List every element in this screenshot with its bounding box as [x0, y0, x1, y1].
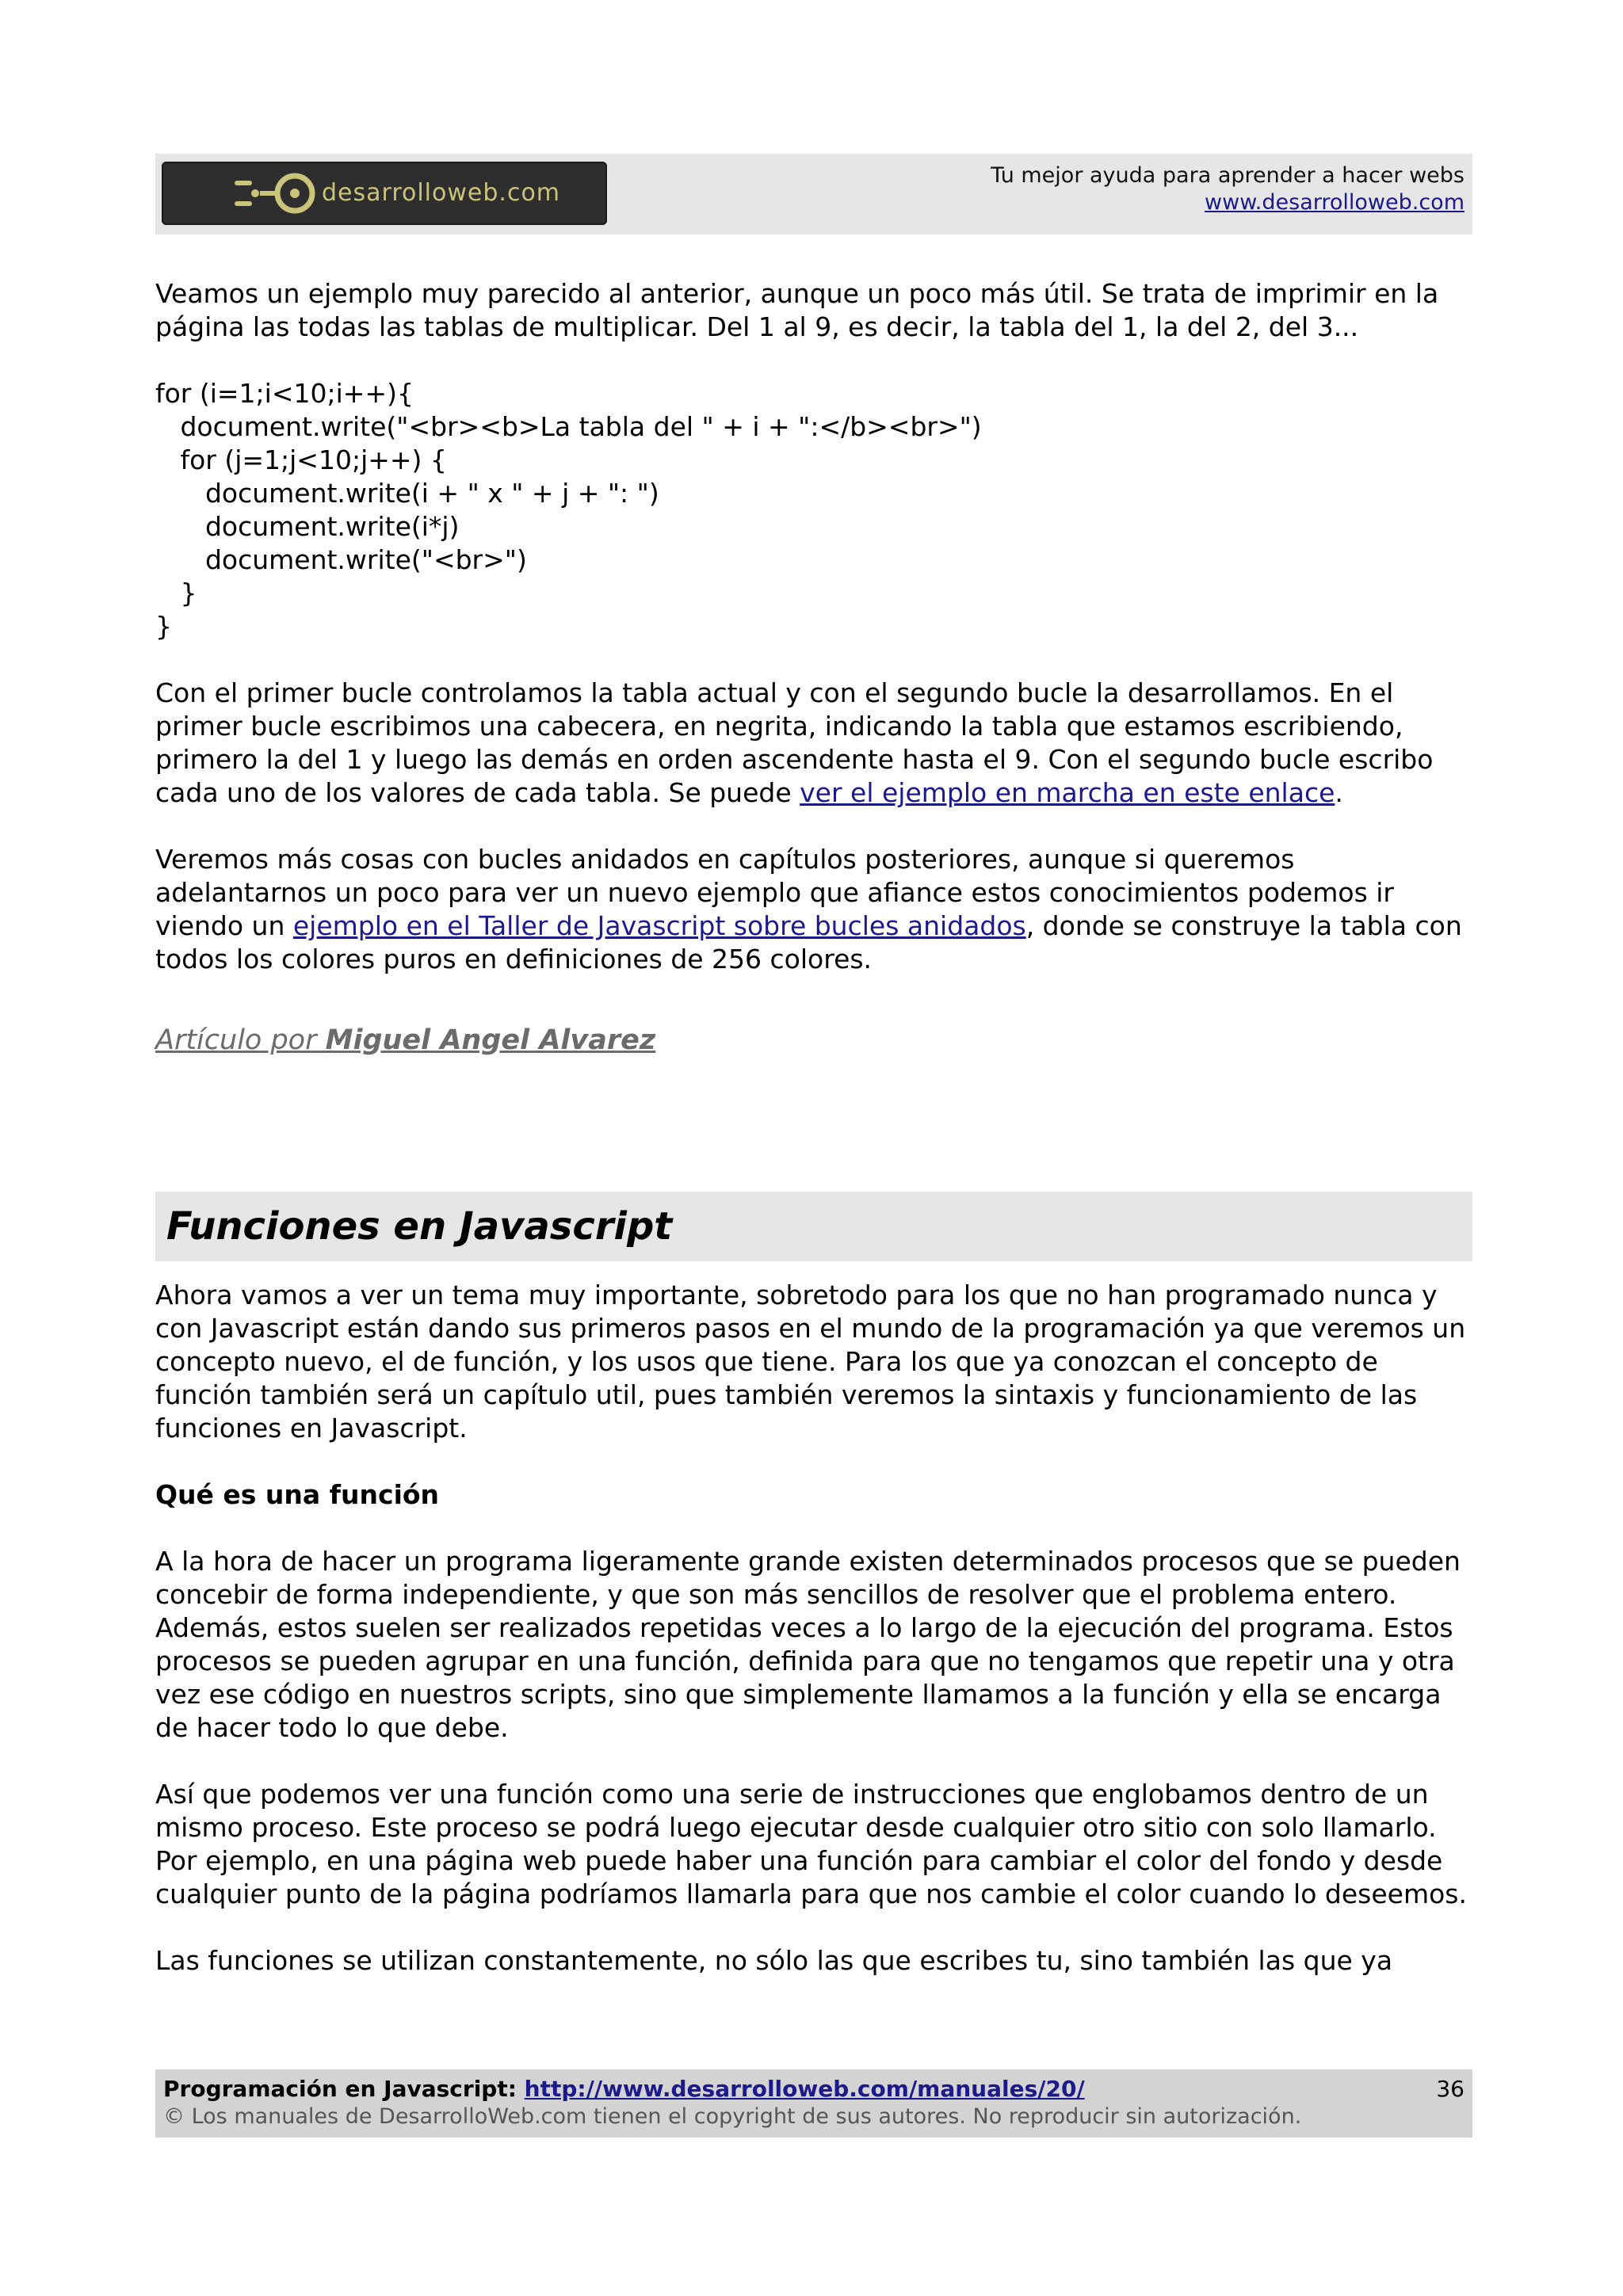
- code-line: document.write(i + " x " + j + ": "): [155, 478, 659, 509]
- nested-text-before: Veremos más cosas con bucles anidados en capítulos posteriores, aunque si queremos adelantarnos un poco para ver un nuevo ejemplo que afiance estos conocimientos podemos ir viendo un: [155, 844, 1394, 941]
- author-prefix: Artículo por: [155, 1024, 326, 1056]
- explanation-paragraph: [155, 677, 1472, 810]
- section-title-bar: [155, 1192, 1472, 1261]
- header-tagline: Tu mejor ayuda para aprender a hacer webs: [991, 163, 1465, 188]
- page-header: [155, 154, 1472, 235]
- intro-paragraph: Veamos un ejemplo muy parecido al anterior, aunque un poco más útil. Se trata de imprimir en la página las todas las tablas de multiplicar. Del 1 al 9, es decir, la tabla del 1, la del 2, del 3...: [155, 278, 1439, 342]
- footer-manual-line: [163, 2076, 1085, 2102]
- section-paragraph: Las funciones se utilizan constantemente, no sólo las que escribes tu, sino también las que ya: [155, 1945, 1393, 1976]
- logo-text: desarrolloweb.com: [322, 179, 561, 207]
- explanation-text: Con el primer bucle controlamos la tabla actual y con el segundo bucle la desarrollamos. En el primer bucle escribimos una cabecera, en negrita, indicando la tabla que estamos escribiendo, primero la del 1 y luego las demás en orden ascendente hasta el 9. Con el segundo bucle escribo cada uno de los valores de cada tabla. Se puede: [155, 677, 1434, 808]
- code-line: document.write("<br>"): [155, 544, 527, 575]
- code-line: document.write("<br><b>La tabla del " + i + ":</b><br>"): [155, 411, 982, 442]
- page-footer: [155, 2069, 1472, 2138]
- footer-copyright: © Los manuales de DesarrolloWeb.com tienen el copyright de sus autores. No reproducir sin autorización.: [163, 2104, 1302, 2129]
- nested-loops-paragraph: [155, 843, 1472, 976]
- header-site-link[interactable]: www.desarrolloweb.com: [1205, 190, 1465, 215]
- author-credit[interactable]: [155, 1024, 1472, 1057]
- section-content: [155, 1279, 1472, 2011]
- code-block: [155, 377, 1472, 643]
- footer-label: Programación en Javascript:: [163, 2076, 525, 2102]
- subheading: Qué es una función: [155, 1479, 440, 1510]
- example-link[interactable]: ver el ejemplo en marcha en este enlace: [800, 777, 1335, 808]
- code-line: for (i=1;i<10;i++){: [155, 378, 414, 409]
- explanation-end: .: [1335, 777, 1343, 808]
- author-name: Miguel Angel Alvarez: [325, 1024, 656, 1056]
- page-number: 36: [1436, 2076, 1465, 2102]
- footer-manual-link[interactable]: http://www.desarrolloweb.com/manuales/20/: [524, 2076, 1085, 2102]
- section-title: Funciones en Javascript: [166, 1204, 673, 1249]
- code-line: document.write(i*j): [155, 511, 460, 542]
- code-line: for (j=1;j<10;j++) {: [155, 444, 447, 475]
- nested-text-after: , donde se construye la tabla con todos los colores puros en definiciones de 256 colores.: [155, 910, 1462, 974]
- taller-link[interactable]: ejemplo en el Taller de Javascript sobre bucles anidados: [292, 910, 1026, 941]
- main-content: [155, 277, 1472, 1057]
- section-paragraph: Así que podemos ver una función como una serie de instrucciones que englobamos dentro de un mismo proceso. Este proceso se podrá luego ejecutar desde cualquier otro sitio con solo llamarlo. Por ejemplo, en una página web puede haber una función para cambiar el color del fondo y desde cualquier punto de la página podríamos llamarla para que nos cambie el color cuando lo deseemos.: [155, 1779, 1467, 1909]
- logo-mark-icon: [233, 173, 317, 214]
- section-paragraph: A la hora de hacer un programa ligeramente grande existen determinados procesos que se pueden concebir de forma independiente, y que son más sencillos de resolver que el problema entero. Además, estos suelen ser realizados repetidas veces a lo largo de la ejecución del programa. Estos procesos se pueden agrupar en una función, definida para que no tengamos que repetir una y otra vez ese código en nuestros scripts, sino que simplemente llamamos a la función y ella se encarga de hacer todo lo que debe.: [155, 1546, 1461, 1743]
- code-line: }: [155, 611, 172, 642]
- code-line: }: [155, 578, 197, 608]
- site-logo[interactable]: [162, 162, 607, 225]
- section-intro-paragraph: Ahora vamos a ver un tema muy importante, sobretodo para los que no han programado nunca y con Javascript están dando sus primeros pasos en el mundo de la programación ya que veremos un concepto nuevo, el de función, y los usos que tiene. Para los que ya conozcan el concepto de función también será un capítulo util, pues también veremos la sintaxis y funcionamiento de las funciones en Javascript.: [155, 1280, 1466, 1444]
